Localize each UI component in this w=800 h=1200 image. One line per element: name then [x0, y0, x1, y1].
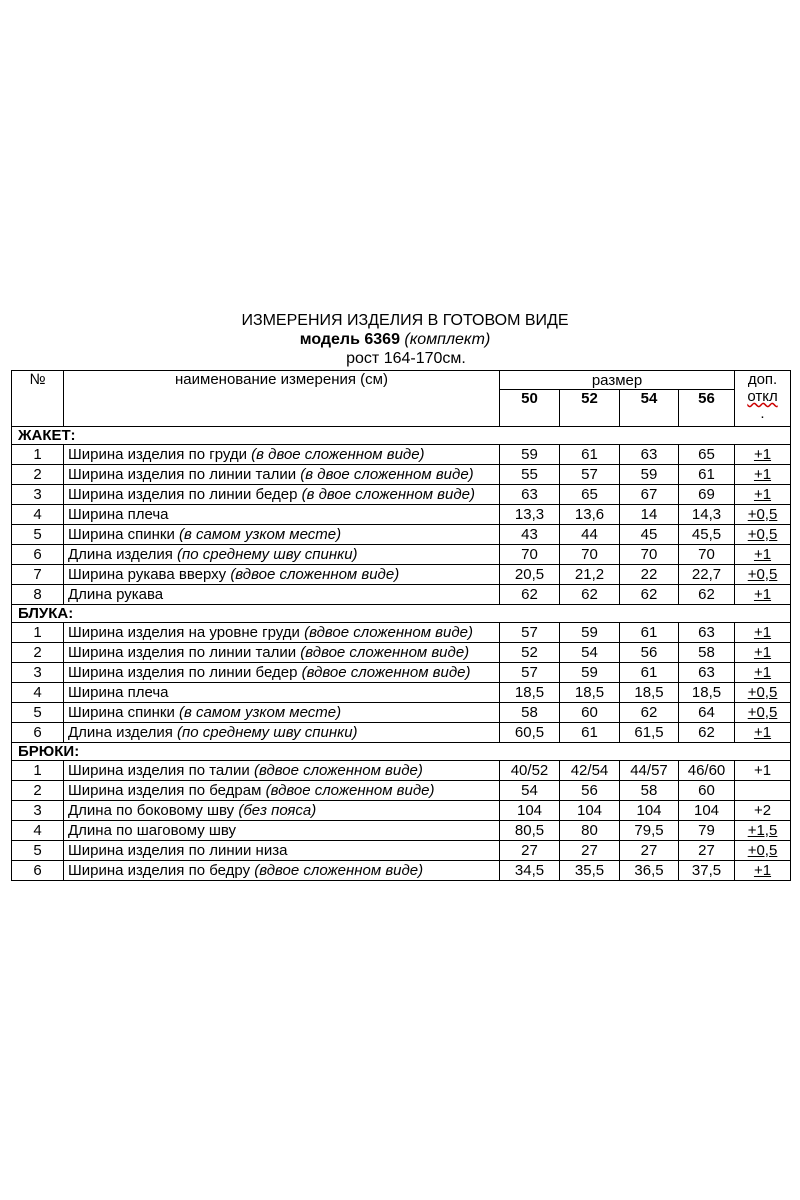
- size-value: 61: [679, 465, 735, 485]
- table-row: [12, 761, 791, 781]
- measurement-note: (вдвое сложенном виде): [304, 624, 473, 641]
- size-value: 59: [560, 623, 620, 643]
- table-row: [12, 861, 791, 881]
- table-row: [12, 505, 791, 525]
- size-value: 55: [500, 465, 560, 485]
- height-note: рост 164-170см.: [346, 350, 466, 367]
- table-row: [12, 445, 791, 465]
- size-value: 65: [560, 485, 620, 505]
- size-value: 70: [500, 545, 560, 565]
- size-value: 18,5: [679, 683, 735, 703]
- row-number: 2: [12, 465, 64, 485]
- size-value: 27: [560, 841, 620, 861]
- tolerance: +1: [735, 663, 791, 683]
- measurement-note: (по среднему шву спинки): [177, 546, 358, 563]
- size-value: 58: [679, 643, 735, 663]
- table-row: [12, 723, 791, 743]
- tolerance: +1: [735, 623, 791, 643]
- size-value: 58: [500, 703, 560, 723]
- tolerance: +2: [735, 801, 791, 821]
- measurement-note: (вдвое сложенном виде): [301, 664, 471, 681]
- tolerance: +1: [735, 445, 791, 465]
- table-row: [12, 683, 791, 703]
- header-tol-line1: доп.: [747, 371, 778, 388]
- size-value: 79: [679, 821, 735, 841]
- tolerance: +1: [735, 485, 791, 505]
- size-value: 62: [560, 585, 620, 605]
- measurement-name-cell: [64, 465, 500, 485]
- tolerance: +0,5: [735, 841, 791, 861]
- measurement-name: Ширина спинки: [68, 526, 180, 543]
- tolerance: +1,5: [735, 821, 791, 841]
- size-value: 63: [620, 445, 679, 465]
- size-value: 104: [620, 801, 679, 821]
- measurement-note: (в двое сложенном виде): [251, 446, 425, 463]
- measurement-name: Ширина изделия по линии низа: [68, 842, 288, 859]
- measurement-name: Ширина плеча: [68, 684, 169, 701]
- size-value: 44/57: [620, 761, 679, 781]
- tolerance: +1: [735, 545, 791, 565]
- measurement-name-cell: [64, 781, 500, 801]
- measurement-name: Ширина изделия по талии: [68, 762, 254, 779]
- measurement-name-cell: [64, 545, 500, 565]
- measurement-name-cell: [64, 585, 500, 605]
- size-value: 27: [620, 841, 679, 861]
- size-value: 63: [679, 663, 735, 683]
- size-value: 67: [620, 485, 679, 505]
- size-value: 45,5: [679, 525, 735, 545]
- size-value: 52: [500, 643, 560, 663]
- table-row: [12, 585, 791, 605]
- size-value: 18,5: [560, 683, 620, 703]
- size-value: 27: [679, 841, 735, 861]
- measurement-name-cell: [64, 683, 500, 703]
- measurement-name: Ширина изделия по груди: [68, 446, 252, 463]
- measurement-name: Длина изделия: [68, 724, 178, 741]
- table-row: [12, 525, 791, 545]
- tolerance: +1: [735, 761, 791, 781]
- size-value: 57: [500, 623, 560, 643]
- tolerance: +1: [735, 643, 791, 663]
- size-value: 60,5: [500, 723, 560, 743]
- size-value: 18,5: [500, 683, 560, 703]
- size-value: 60: [560, 703, 620, 723]
- measurement-name-cell: [64, 861, 500, 881]
- measurement-note: (в двое сложенном виде): [300, 466, 474, 483]
- size-value: 37,5: [679, 861, 735, 881]
- row-number: 7: [12, 565, 64, 585]
- size-value: 59: [560, 663, 620, 683]
- measurement-name-cell: [64, 703, 500, 723]
- table-row: [12, 485, 791, 505]
- row-number: 1: [12, 623, 64, 643]
- size-value: 69: [679, 485, 735, 505]
- size-value: 56: [620, 643, 679, 663]
- size-value: 61: [620, 623, 679, 643]
- measurement-name-cell: [64, 801, 500, 821]
- size-value: 13,3: [500, 505, 560, 525]
- measurement-name: Ширина спинки: [68, 704, 180, 721]
- measurement-name: Ширина плеча: [68, 506, 169, 523]
- measurement-note: (в самом узком месте): [179, 526, 342, 543]
- size-value: 62: [500, 585, 560, 605]
- tolerance: +0,5: [735, 703, 791, 723]
- measurement-note: (вдвое сложенном виде): [265, 782, 435, 799]
- size-value: 62: [620, 585, 679, 605]
- table-row: [12, 565, 791, 585]
- table-row: [12, 465, 791, 485]
- measurement-note: (в двое сложенном виде): [301, 486, 475, 503]
- tolerance: +1: [735, 585, 791, 605]
- measurement-name-cell: [64, 723, 500, 743]
- size-value: 104: [560, 801, 620, 821]
- size-value: 57: [500, 663, 560, 683]
- size-value: 54: [560, 643, 620, 663]
- header-no: №: [12, 371, 64, 427]
- size-value: 14,3: [679, 505, 735, 525]
- size-value: 21,2: [560, 565, 620, 585]
- row-number: 6: [12, 861, 64, 881]
- table-row: [12, 781, 791, 801]
- measurement-note: (вдвое сложенном виде): [253, 762, 423, 779]
- tolerance: +1: [735, 723, 791, 743]
- table-row: [12, 623, 791, 643]
- measurement-name: Ширина изделия по линии талии: [68, 466, 301, 483]
- size-value: 64: [679, 703, 735, 723]
- row-number: 1: [12, 445, 64, 465]
- measurement-name: Ширина рукава вверху: [68, 566, 231, 583]
- measurement-name: Длина рукава: [68, 586, 164, 603]
- size-value: 44: [560, 525, 620, 545]
- size-value: 79,5: [620, 821, 679, 841]
- size-value: 40/52: [500, 761, 560, 781]
- size-value: 13,6: [560, 505, 620, 525]
- measurement-note: (вдвое сложенном виде): [300, 644, 470, 661]
- header-size-52: 52: [560, 390, 620, 427]
- table-row: [12, 545, 791, 565]
- measurement-name-cell: [64, 761, 500, 781]
- measurement-note: (вдвое сложенном виде): [254, 862, 424, 879]
- document-title: ИЗМЕРЕНИЯ ИЗДЕЛИЯ В ГОТОВОМ ВИДЕ: [241, 312, 569, 329]
- size-value: 63: [500, 485, 560, 505]
- measurement-name: Ширина изделия по бедру: [68, 862, 255, 879]
- table-row: [12, 841, 791, 861]
- size-value: 36,5: [620, 861, 679, 881]
- tolerance: +0,5: [735, 565, 791, 585]
- row-number: 4: [12, 821, 64, 841]
- row-number: 8: [12, 585, 64, 605]
- size-value: 27: [500, 841, 560, 861]
- section-title: БЛУКА:: [12, 605, 791, 623]
- measurement-name-cell: [64, 525, 500, 545]
- size-value: 62: [679, 723, 735, 743]
- size-value: 65: [679, 445, 735, 465]
- size-value: 60: [679, 781, 735, 801]
- measurement-note: (вдвое сложенном виде): [230, 566, 400, 583]
- size-value: 104: [500, 801, 560, 821]
- size-value: 61: [560, 445, 620, 465]
- measurement-name-cell: [64, 565, 500, 585]
- size-value: 18,5: [620, 683, 679, 703]
- size-value: 22: [620, 565, 679, 585]
- row-number: 5: [12, 525, 64, 545]
- measurement-name: Длина изделия: [68, 546, 178, 563]
- size-value: 57: [560, 465, 620, 485]
- tolerance: +1: [735, 465, 791, 485]
- model-label: модель 6369: [299, 331, 400, 348]
- size-value: 54: [500, 781, 560, 801]
- model-note: (комплект): [404, 331, 491, 348]
- measurement-name-cell: [64, 485, 500, 505]
- measurement-note: (в самом узком месте): [179, 704, 342, 721]
- size-value: 61: [560, 723, 620, 743]
- header-size: размер: [500, 371, 735, 390]
- header-tolerance: [735, 371, 791, 427]
- measurement-name: Длина по боковому шву: [68, 802, 239, 819]
- size-value: 22,7: [679, 565, 735, 585]
- size-value: 58: [620, 781, 679, 801]
- measurement-note: (по среднему шву спинки): [177, 724, 358, 741]
- row-number: 2: [12, 643, 64, 663]
- measurement-name: Ширина изделия на уровне груди: [68, 624, 305, 641]
- measurement-name: Ширина изделия по линии талии: [68, 644, 301, 661]
- size-value: 35,5: [560, 861, 620, 881]
- size-value: 59: [500, 445, 560, 465]
- measurement-name-cell: [64, 663, 500, 683]
- tolerance: +0,5: [735, 683, 791, 703]
- measurement-name-cell: [64, 445, 500, 465]
- size-value: 70: [679, 545, 735, 565]
- size-value: 42/54: [560, 761, 620, 781]
- tolerance: +0,5: [735, 525, 791, 545]
- measurement-name-cell: [64, 643, 500, 663]
- table-row: [12, 821, 791, 841]
- row-number: 4: [12, 683, 64, 703]
- size-value: 61,5: [620, 723, 679, 743]
- row-number: 3: [12, 801, 64, 821]
- header-size-54: 54: [620, 390, 679, 427]
- size-value: 43: [500, 525, 560, 545]
- measurement-name-cell: [64, 623, 500, 643]
- header-size-56: 56: [679, 390, 735, 427]
- measurement-name-cell: [64, 505, 500, 525]
- table-row: [12, 703, 791, 723]
- size-value: 34,5: [500, 861, 560, 881]
- row-number: 4: [12, 505, 64, 525]
- size-value: 59: [620, 465, 679, 485]
- row-number: 5: [12, 841, 64, 861]
- model-line: [0, 331, 795, 349]
- row-number: 6: [12, 723, 64, 743]
- header-tol-line2: откл: [747, 388, 778, 405]
- tolerance: +0,5: [735, 505, 791, 525]
- row-number: 5: [12, 703, 64, 723]
- measurement-name: Длина по шаговому шву: [68, 822, 237, 839]
- size-value: 14: [620, 505, 679, 525]
- size-value: 80: [560, 821, 620, 841]
- tolerance: [735, 781, 791, 801]
- row-number: 3: [12, 485, 64, 505]
- size-value: 70: [560, 545, 620, 565]
- tolerance: +1: [735, 861, 791, 881]
- size-value: 61: [620, 663, 679, 683]
- section-title: ЖАКЕТ:: [12, 427, 791, 445]
- measurement-name-cell: [64, 841, 500, 861]
- row-number: 2: [12, 781, 64, 801]
- header-name: наименование измерения (см): [64, 371, 500, 427]
- section-title: БРЮКИ:: [12, 743, 791, 761]
- size-value: 62: [620, 703, 679, 723]
- size-value: 104: [679, 801, 735, 821]
- size-value: 80,5: [500, 821, 560, 841]
- header-size-50: 50: [500, 390, 560, 427]
- size-value: 63: [679, 623, 735, 643]
- table-row: [12, 663, 791, 683]
- size-value: 45: [620, 525, 679, 545]
- measurements-table: [11, 370, 791, 881]
- measurement-name: Ширина изделия по бедрам: [68, 782, 266, 799]
- header-tol-line3: .: [760, 405, 765, 422]
- measurement-note: (без пояса): [238, 802, 317, 819]
- table-row: [12, 643, 791, 663]
- table-row: [12, 801, 791, 821]
- size-value: 20,5: [500, 565, 560, 585]
- row-number: 1: [12, 761, 64, 781]
- size-value: 62: [679, 585, 735, 605]
- measurement-name-cell: [64, 821, 500, 841]
- measurement-name: Ширина изделия по линии бедер: [68, 664, 302, 681]
- measurement-name: Ширина изделия по линии бедер: [68, 486, 302, 503]
- size-value: 56: [560, 781, 620, 801]
- size-value: 70: [620, 545, 679, 565]
- row-number: 3: [12, 663, 64, 683]
- row-number: 6: [12, 545, 64, 565]
- size-value: 46/60: [679, 761, 735, 781]
